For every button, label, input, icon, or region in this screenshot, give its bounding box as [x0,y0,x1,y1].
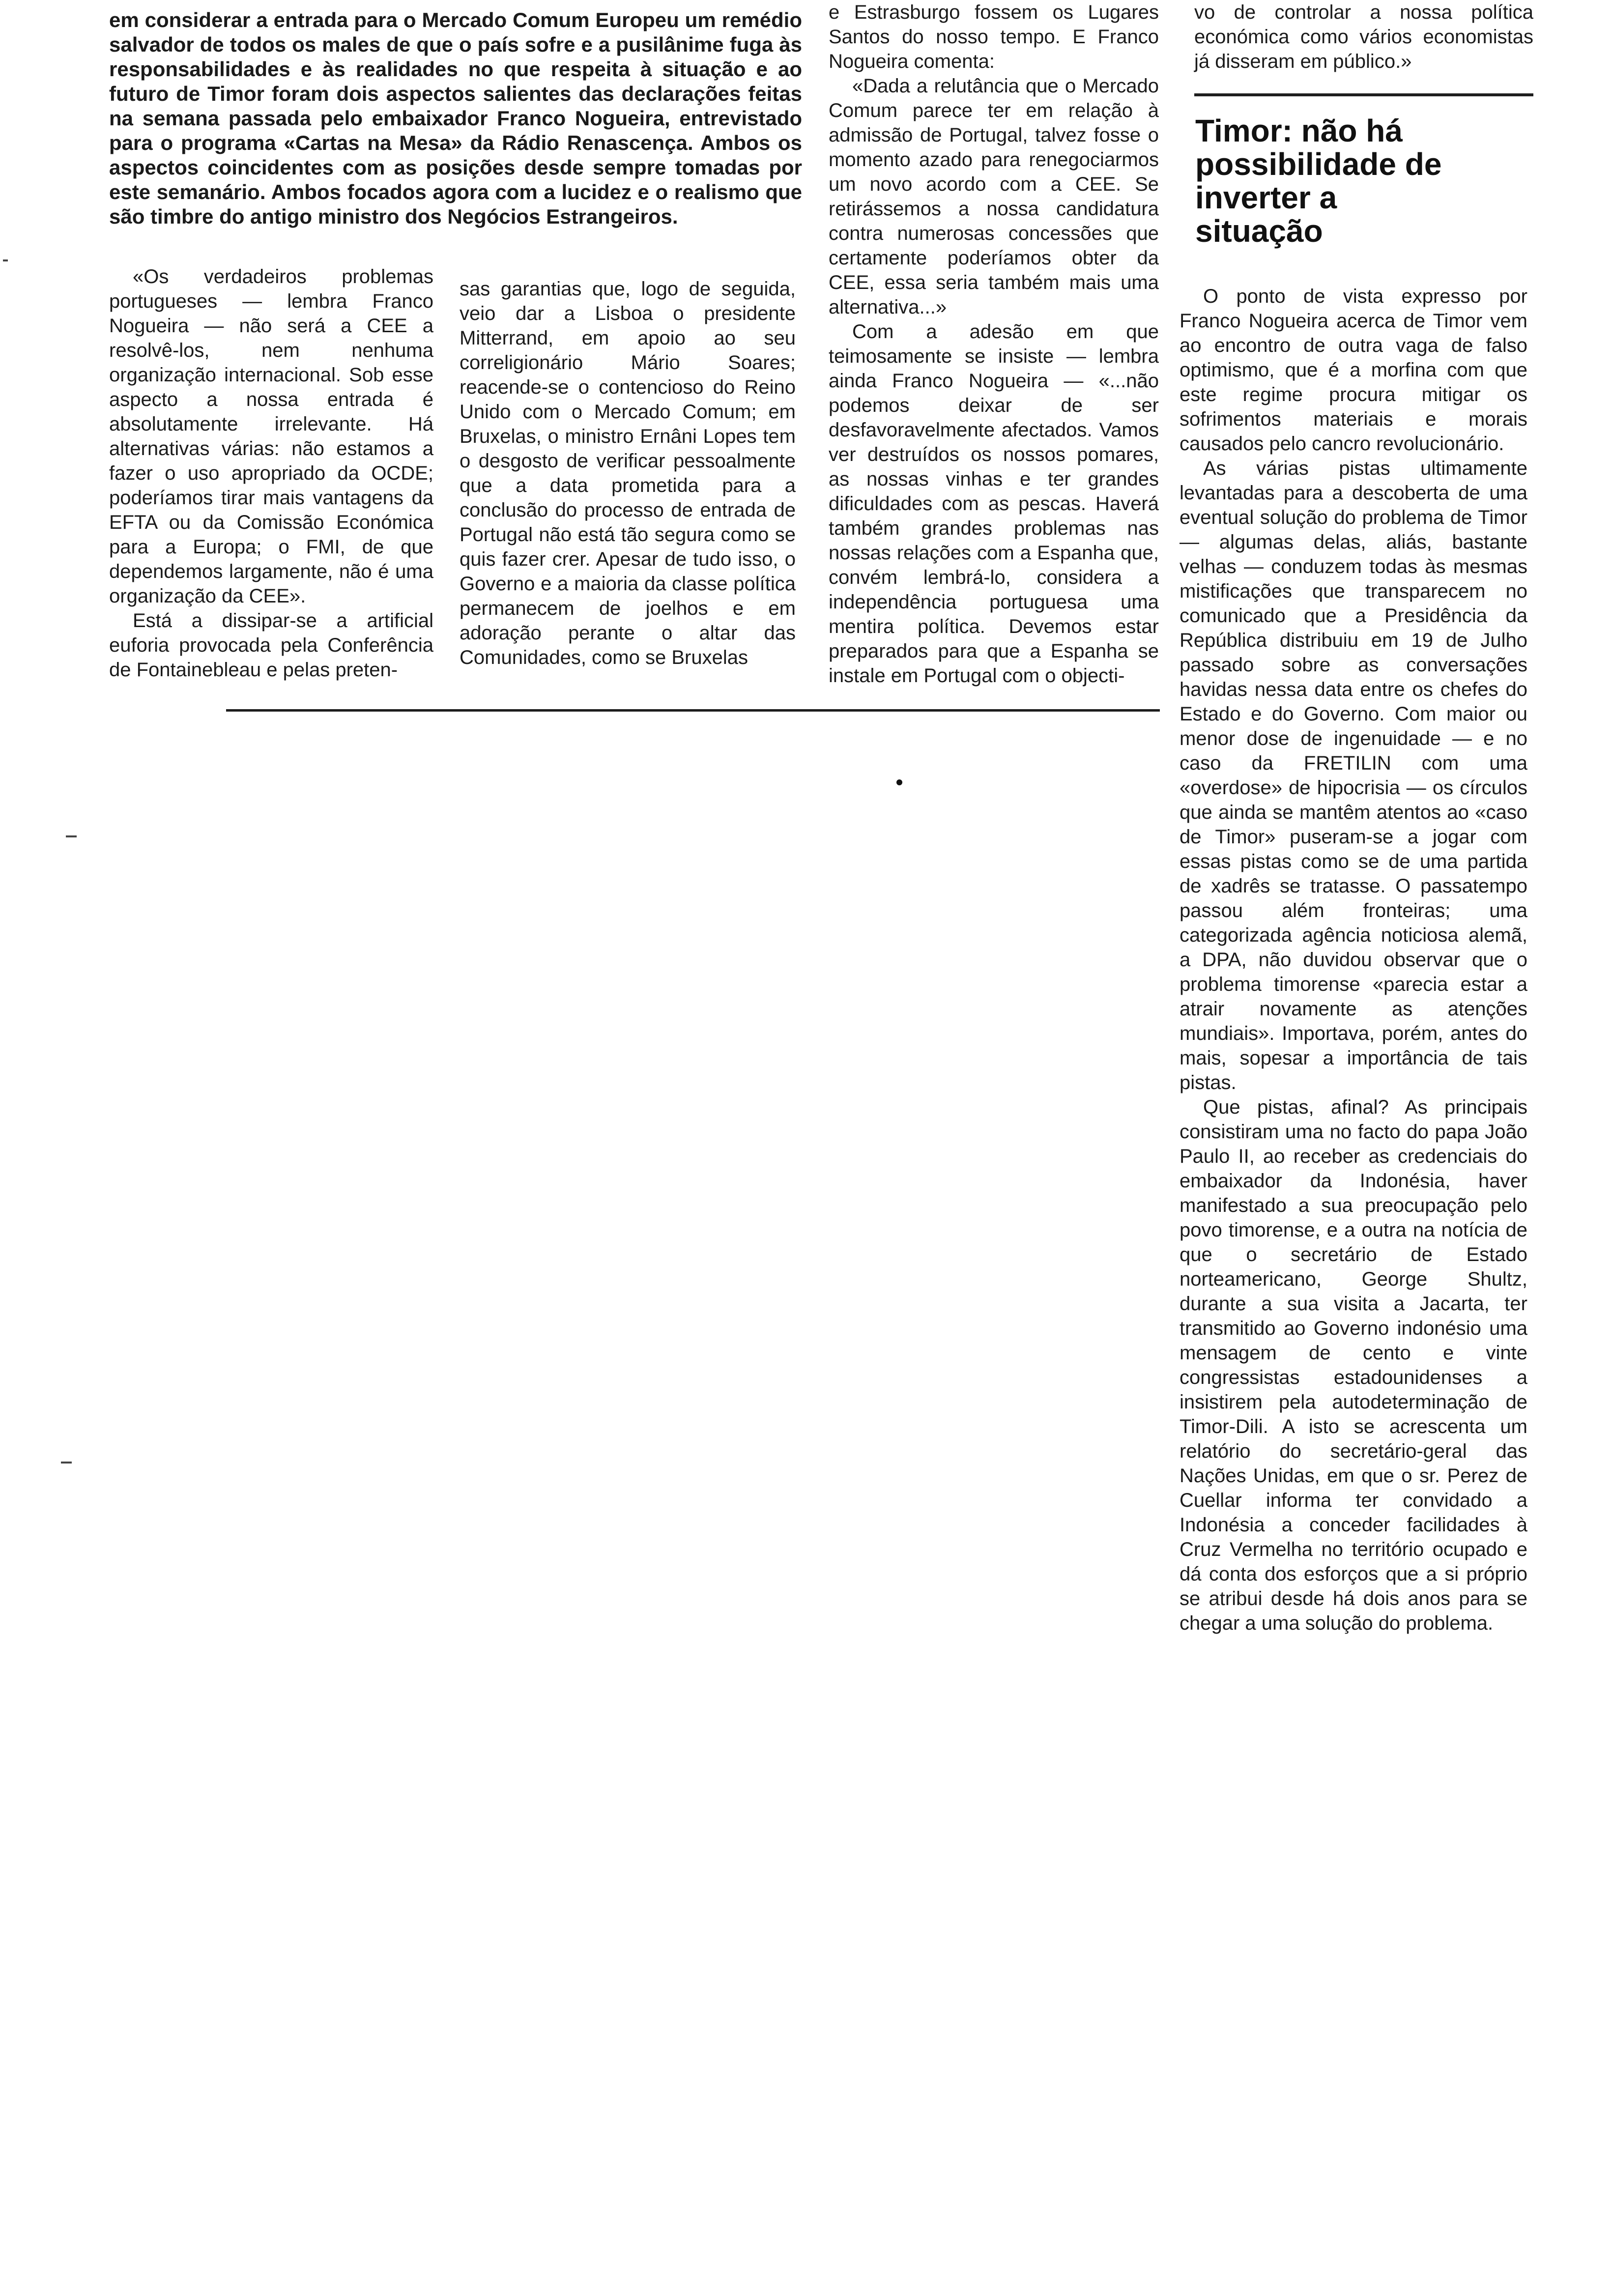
timor-paragraph-2: As várias pistas ultimamente levantadas para a descoberta de uma eventual solução do problema de Timor — algumas delas, aliás, bastante velhas — conduzem todas às mesmas mistificações que transparecem no comunicado que a Presidência da República distribuiu em 19 de Julho passado sobre as conversações havidas nessa data entre os chefes do Estado e do Governo. Com maior ou menor dose de ingenuidade — e no caso da FRETILIN com uma «overdose» de hipocrisia — os círculos que ainda se mantêm atentos ao «caso de Timor» puseram-se a jogar com essas pistas como se de uma partida de xadrês se tratasse. O passatempo passou além fronteiras; uma categorizada agência noticiosa alemã, a DPA, não duvidou observar que o problema timorense «parecia estar a atrair novamente as atenções mundiais». Importava, porém, antes do mais, sopesar a importância de tais pistas. [1180,458,1527,1093]
left-article-column-1 [109,264,433,682]
scan-mark-left-lower [61,1462,72,1464]
left-article-column-4-continuation [1194,0,1533,74]
scan-mark-left-small [3,259,8,261]
left-article-column-2 [460,277,796,670]
left-article-column-3 [829,0,1159,688]
timor-paragraph-1: O ponto de vista expresso por Franco Nogueira acerca de Timor vem ao encontro de outra vaga de falso optimismo, que é a morfina com que este regime procura mitigar os sofrimentos materiais e morais causados pelo cancro revolucionário. [1180,286,1527,455]
column-1-paragraph-2: Está a dissipar-se a artificial euforia provocada pela Conferência de Fontainebleau e pelas preten- [109,610,433,681]
timor-article-column [1180,284,1527,1636]
left-article-bottom-rule [226,709,1160,712]
scan-speck-dot [896,779,902,785]
lead-paragraph: em considerar a entrada para o Mercado Comum Europeu um remédio salvador de todos os males de que o país sofre e a pusilânime fuga às responsabilidades e às realidades no que respeita à situação e ao futuro de Timor foram dois aspectos salientes das declarações feitas na semana passada pelo embaixador Franco Nogueira, entrevistado para o programa «Cartas na Mesa» da Rádio Renascença. Ambos os aspectos coincidentes com as posições desde sempre tomadas por este semanário. Ambos focados agora com a lucidez e o realismo que são timbre do antigo ministro dos Negócios Estrangeiros. [109,8,802,228]
column-3-paragraph-1: «Dada a relutância que o Mercado Comum parece ter em relação à admissão de Portugal, talvez fosse o momento azado para renegociarmos um novo acordo com a CEE. Se retirássemos a nossa candidatura contra numerosas concessões que certamente poderíamos obter da CEE, essa seria também mais uma alternativa...» [829,75,1159,318]
column-3-continuation: e Estrasburgo fossem os Lugares Santos do nosso tempo. E Franco Nogueira comenta: [829,1,1159,72]
column-2-paragraph-1: sas garantias que, logo de seguida, veio dar a Lisboa o presidente Mitterrand, em apoio ao seu correligionário Mário Soares; reacende-se o contencioso do Reino Unido com o Mercado Comum; em Bruxelas, o ministro Ernâni Lopes tem o desgosto de verificar pessoalmente que a data prometida para a conclusão do processo de entrada de Portugal não está tão segura como se quis fazer crer. Apesar de tudo isso, o Governo e a maioria da classe política permanecem de joelhos e em adoração perante o altar das Comunidades, como se Bruxelas [460,278,796,668]
timor-headline: Timor: não há possibilidade de inverter a situação [1195,113,1442,249]
timor-headline-top-rule [1194,93,1533,96]
column-4-continuation: vo de controlar a nossa política económica como vários economistas já disseram em público.» [1194,1,1533,72]
lead-paragraph-block [109,8,802,229]
column-1-paragraph-1: «Os verdadeiros problemas portugueses — lembra Franco Nogueira — não será a CEE a resolvê-los, nem nenhuma organização internacional. Sob esse aspecto a nossa entrada é absolutamente irrelevante. Há alternativas várias: não estamos a fazer o uso apropriado da OCDE; poderíamos tirar mais vantagens da EFTA ou da Comissão Económica para a Europa; o FMI, de que dependemos largamente, não é uma organização da CEE». [109,266,433,607]
column-3-paragraph-2: Com a adesão em que teimosamente se insiste — lembra ainda Franco Nogueira — «...não podemos deixar de ser desfavoravelmente afectados. Vamos ver destruídos os nossos pomares, as nossas vinhas e ter grandes dificuldades com as pescas. Haverá também grandes problemas nas nossas relações com a Espanha que, convém lembrá-lo, considera a independência portuguesa uma mentira política. Devemos estar preparados para que a Espanha se instale em Portugal com o objecti- [829,321,1159,687]
timor-paragraph-3: Que pistas, afinal? As principais consistiram uma no facto do papa João Paulo II, ao receber as credenciais do embaixador da Indonésia, haver manifestado a sua preocupação pelo povo timorense, e a outra na notícia de que o secretário de Estado norteamericano, George Shultz, durante a sua visita a Jacarta, ter transmitido ao Governo indonésio uma mensagem de cento e vinte congressistas estadounidenses a insistirem pela autodeterminação de Timor-Dili. A isto se acrescenta um relatório do secretário-geral das Nações Unidas, em que o sr. Perez de Cuellar informa ter convidado a Indonésia a conceder facilidades à Cruz Vermelha no território ocupado e dá conta dos esforços que a si próprio se atribui desde há dois anos para se chegar a uma solução do problema. [1180,1096,1527,1634]
scan-mark-left-upper [66,835,77,837]
